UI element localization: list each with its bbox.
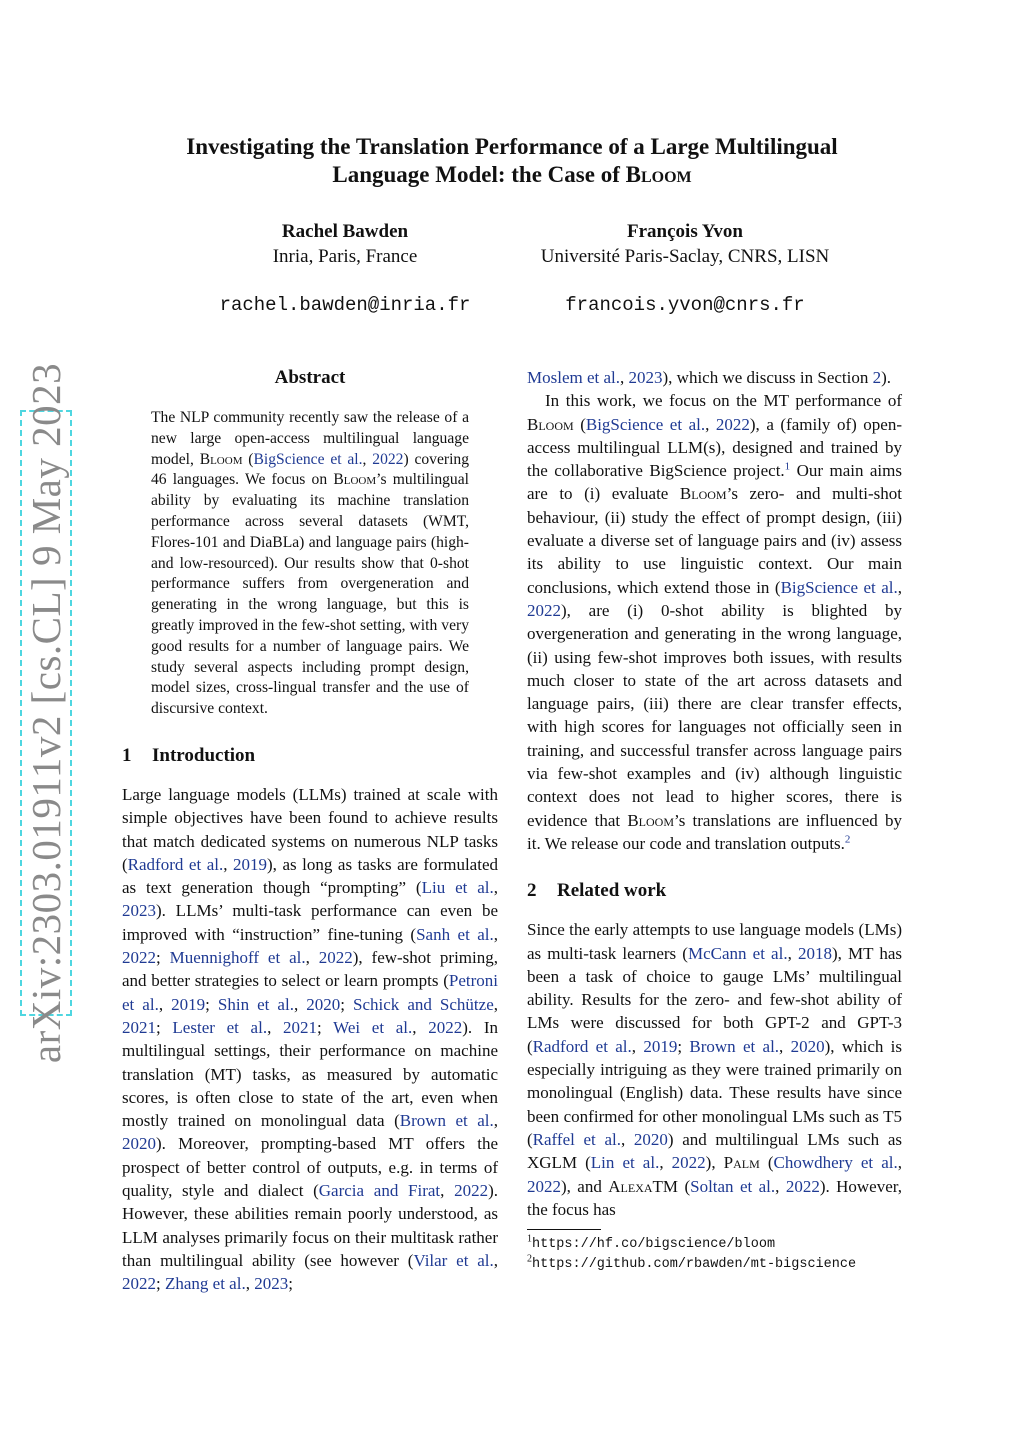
right-column bbox=[527, 366, 902, 1274]
author-name: Rachel Bawden bbox=[281, 221, 409, 242]
footnote-1: $^1$https://hf.co/bigscience/bloom bbox=[527, 1233, 776, 1253]
footnote-link[interactable]: https://hf.co/bigscience/bloom bbox=[532, 1237, 776, 1253]
related-work-paragraph: Since the early attempts to use language models (LMs) as multi-task learners (McCann et al., 2018), MT has been a task of choice to gauge LMs’ multilingual ability. Results for the zero- and few-shot ability of LMs were discussed for both GPT-2 and GPT-3 (Radford et al., 2019; Brown et al., 2020), which is especially intriguing as they were trained primarily on monolingual (English) data. These results have since been confirmed for other monolingual LMs such as T5 (Raffel et al., 2020) and multilingual LMs such as XGLM (Lin et al., 2022), Palm (Chowdhery et al., 2022), and AlexaTM (Soltan et al., 2022). However, the focus has bbox=[527, 920, 903, 1219]
author-email[interactable]: rachel.bawden@inria.fr bbox=[219, 294, 471, 316]
title-line-2: Language Model: the Case of Bloom bbox=[332, 162, 692, 187]
introduction-paragraph: Large language models (LLMs) trained at scale with simple objectives have been found to achieve results that match dedicated systems on numerous NLP tasks (Radford et al., 2019), as long as tasks are formulated as text generation though “prompting” (Liu et al., 2023). LLMs’ multi-task performance can even be improved with “instruction” fine-tuning (Sanh et al., 2022; Muennighoff et al., 2022), few-shot priming, and better strategies to select or learn prompts (Petroni et al., 2019; Shin et al., 2020; Schick and Schütze, 2021; Lester et al., 2021; Wei et al., 2022). In multilingual settings, their performance on machine translation (MT) tasks, as measured by automatic scores, is often close to state of the art, even when mostly trained on monolingual data (Brown et al., 2020). Moreover, prompting-based MT offers the prospect of better control of outputs, e.g. in terms of quality, style and dialect (Garcia and Firat, 2022). However, these abilities remain poorly understood, as LLM analyses primarily focus on their multitask rather than multilingual ability (see however (Vilar et al., 2022; Zhang et al., 2023; bbox=[122, 784, 499, 1294]
footnote-link[interactable]: https://github.com/rbawden/mt-bigscience bbox=[532, 1257, 857, 1273]
paper-title bbox=[150, 133, 874, 189]
abstract-text: The NLP community recently saw the release of a new large open-access multilingual language model, Bloom (BigScience et al., 2022) covering 46 languages. We focus on Bloom’s multilingual ability by evaluating its machine translation performance across several datasets (WMT, Flores-101 and DiaBLa) and language pairs (high- and low-resourced). Our results show that 0-shot performance suffers from overgeneration and generating in the wrong language, but this is greatly improved in the few-shot setting, with very good results for a number of language pairs. We study several aspects including prompt design, model sizes, cross-lingual transfer and the use of discursive context. bbox=[151, 409, 470, 718]
author-affiliation: Université Paris-Saclay, CNRS, LISN bbox=[540, 246, 830, 267]
section-heading-related-work: 2 Related work bbox=[527, 880, 667, 902]
footnote-rule bbox=[527, 1229, 601, 1230]
author-email[interactable]: francois.yvon@cnrs.fr bbox=[565, 294, 805, 316]
author-name: François Yvon bbox=[627, 221, 743, 242]
arxiv-sidebar-stamp bbox=[20, 362, 72, 1064]
left-column bbox=[122, 366, 498, 1295]
abstract-heading: Abstract bbox=[274, 367, 346, 388]
introduction-paragraph-continued: Moslem et al., 2023), which we discuss in Section 2). bbox=[527, 368, 892, 387]
introduction-paragraph: In this work, we focus on the MT performance of Bloom (BigScience et al., 2022), a (family of) open-access multilingual LLM(s), designed and trained by the collaborative BigScience project.$^1$ Our main aims are to (i) evaluate Bloom’s zero- and multi-shot behaviour, (ii) study the effect of prompt design, (iii) evaluate a diverse set of language pairs and (iv) assess its ability to use linguistic context. Our main conclusions, which extend those in (BigScience et al., 2022), are (i) 0-shot ability is blighted by overgeneration and generating in the wrong language, (ii) using few-shot improves both issues, with results much closer to state of the art across datasets and language pairs, (iii) there are clear transfer effects, with high scores for languages not officially seen in training, and successful transfer across language pairs via few-shot examples and (iv) although linguistic context does not lead to higher scores, there is evidence that Bloom’s translations are influenced by it. We release our code and translation outputs.$^2$ bbox=[527, 391, 902, 853]
footnote-2: $^2$https://github.com/rbawden/mt-bigscience bbox=[527, 1253, 857, 1273]
author-affiliation: Inria, Paris, France bbox=[272, 246, 418, 267]
author-block-1 bbox=[195, 219, 495, 318]
arxiv-identifier[interactable]: arXiv:2303.01911v2 [cs.CL] 9 May 2023 bbox=[23, 362, 70, 1064]
section-heading-introduction: 1 Introduction bbox=[122, 744, 256, 766]
author-block-2 bbox=[515, 219, 855, 318]
title-line-1: Investigating the Translation Performance of a Large Multilingual bbox=[186, 134, 838, 159]
